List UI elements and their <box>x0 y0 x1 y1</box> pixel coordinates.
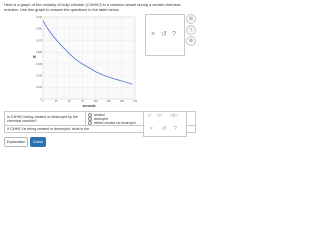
y-tick-label: 0.090 <box>36 27 42 31</box>
y-tick-label: 0.015 <box>36 86 42 90</box>
question-1-text: Is C4H9Cl being created or destroyed by the chemical reaction? <box>7 115 78 124</box>
x-tick-label: 25 <box>54 100 58 104</box>
intro-text: Here is a graph of the molarity of butyl chloride (C4H9Cl) in a reaction vessel during a certain chemical reaction. Use this graph to answer the questions in the table below. <box>4 2 181 12</box>
question-2-text: If C4H9Cl is being created or destroyed, what is the <box>7 126 90 131</box>
option-created-label: created <box>93 112 105 117</box>
x-tick-label: 50 <box>67 100 71 104</box>
tools-icon[interactable]: ⊗ <box>186 36 196 46</box>
x-axis-label: seconds <box>82 104 96 108</box>
answer-options <box>85 112 136 125</box>
y-tick-label: 0.105 <box>36 15 42 19</box>
clear-icon[interactable]: × <box>150 126 153 132</box>
superscript-icon[interactable]: □ⁿ <box>157 113 162 119</box>
chart-tools-panel <box>145 14 185 56</box>
explanation-button[interactable]: Explanation <box>4 137 28 147</box>
x-tick-label: 150 <box>119 100 124 104</box>
periodic-table-icon[interactable]: Ⓐ <box>186 25 196 35</box>
ratio-icon[interactable]: □/□ <box>170 113 178 119</box>
close-icon[interactable]: × <box>151 31 156 38</box>
molarity-chart <box>29 14 139 109</box>
y-tick-label: 0.060 <box>36 51 42 55</box>
y-axis-label: M <box>33 55 36 59</box>
option-neither[interactable] <box>88 121 136 125</box>
x-tick-label: 100 <box>93 100 98 104</box>
check-button[interactable]: Check <box>30 137 46 147</box>
option-neither-label: neither created nor destroyed <box>93 120 136 125</box>
chart-svg <box>29 14 139 109</box>
plot-area <box>40 17 135 101</box>
x-tick-label: 175 <box>133 100 137 104</box>
y-tick-label: 0 <box>40 97 42 101</box>
help-icon[interactable]: ? <box>172 31 176 38</box>
calculator-icon[interactable]: ⊞ <box>186 14 196 24</box>
x-tick-label: 0 <box>42 100 44 104</box>
help-icon[interactable]: ? <box>174 126 177 132</box>
y-tick-label: 0.045 <box>36 62 42 66</box>
box-icon[interactable]: □ <box>148 113 152 119</box>
option-destroyed-label: destroyed <box>93 116 108 121</box>
undo-icon[interactable]: ↺ <box>161 31 167 38</box>
y-tick-label: 0.075 <box>36 39 42 43</box>
x-tick-label: 75 <box>81 100 84 104</box>
x-tick-label: 125 <box>106 100 111 104</box>
y-tick-label: 0.030 <box>36 74 42 78</box>
answer-tools-panel <box>143 111 187 137</box>
undo-icon[interactable]: ↺ <box>162 126 167 132</box>
